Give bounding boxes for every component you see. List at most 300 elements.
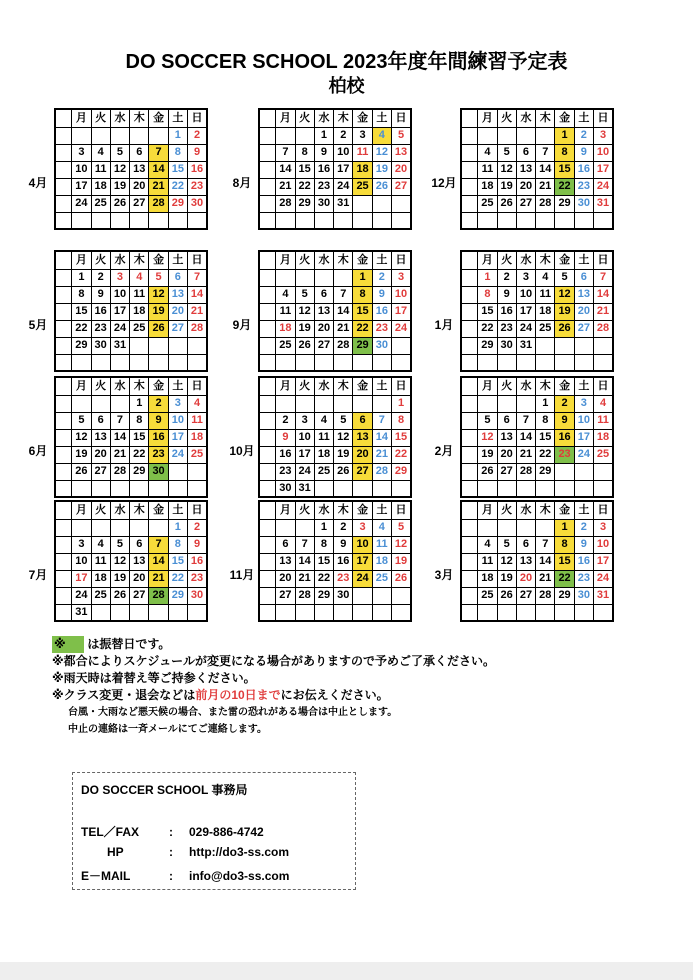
day-cell: 5 bbox=[334, 412, 353, 429]
week-lead-cell bbox=[259, 286, 276, 303]
day-cell: 21 bbox=[516, 446, 535, 463]
month-label: 8月 bbox=[232, 176, 252, 190]
day-cell: 27 bbox=[168, 320, 187, 337]
weekday-header: 土 bbox=[574, 251, 593, 269]
weekday-header-row bbox=[259, 109, 411, 127]
day-cell: 9 bbox=[555, 412, 574, 429]
week-row bbox=[259, 144, 411, 161]
day-cell: 30 bbox=[188, 195, 207, 212]
day-cell: 7 bbox=[594, 269, 613, 286]
hp-label: HP bbox=[107, 845, 124, 859]
day-cell: 4 bbox=[314, 412, 333, 429]
month-calendar bbox=[226, 376, 412, 508]
weekday-header: 日 bbox=[188, 251, 207, 269]
day-cell bbox=[574, 354, 593, 371]
day-cell: 9 bbox=[91, 286, 110, 303]
day-cell bbox=[536, 480, 555, 497]
week-lead-cell bbox=[55, 446, 72, 463]
tel-label: TEL／FAX bbox=[81, 825, 140, 839]
month-label: 7月 bbox=[28, 568, 48, 582]
day-cell: 31 bbox=[594, 587, 613, 604]
day-cell: 1 bbox=[130, 395, 149, 412]
weekday-header: 水 bbox=[516, 251, 535, 269]
day-cell bbox=[536, 127, 555, 144]
day-cell bbox=[516, 127, 535, 144]
week-row bbox=[461, 337, 613, 354]
day-cell: 20 bbox=[276, 570, 295, 587]
day-cell: 25 bbox=[91, 587, 110, 604]
day-cell bbox=[392, 195, 411, 212]
note-deadline: 前月の10日まで bbox=[195, 688, 281, 702]
day-cell bbox=[353, 604, 372, 621]
day-cell: 21 bbox=[295, 570, 314, 587]
day-cell: 27 bbox=[353, 463, 372, 480]
day-cell: 23 bbox=[574, 178, 593, 195]
week-lead-cell bbox=[55, 463, 72, 480]
day-cell: 23 bbox=[574, 570, 593, 587]
tel-colon: : bbox=[169, 825, 173, 839]
weekday-header: 月 bbox=[276, 501, 295, 519]
day-cell: 3 bbox=[295, 412, 314, 429]
day-cell: 26 bbox=[478, 463, 497, 480]
week-lead-cell bbox=[461, 553, 478, 570]
header-corner-cell bbox=[461, 251, 478, 269]
day-cell: 25 bbox=[188, 446, 207, 463]
weekday-header: 水 bbox=[314, 109, 333, 127]
weekday-header: 火 bbox=[295, 377, 314, 395]
day-cell: 3 bbox=[353, 519, 372, 536]
day-cell: 19 bbox=[555, 303, 574, 320]
weekday-header: 土 bbox=[168, 501, 187, 519]
day-cell: 25 bbox=[130, 320, 149, 337]
day-cell: 28 bbox=[536, 587, 555, 604]
day-cell: 3 bbox=[574, 395, 593, 412]
day-cell bbox=[91, 604, 110, 621]
day-cell bbox=[478, 519, 497, 536]
weekday-header: 木 bbox=[334, 377, 353, 395]
day-cell: 19 bbox=[110, 570, 129, 587]
day-cell: 18 bbox=[91, 570, 110, 587]
day-cell bbox=[536, 354, 555, 371]
week-lead-cell bbox=[461, 536, 478, 553]
day-cell bbox=[110, 604, 129, 621]
week-row bbox=[461, 412, 613, 429]
day-cell: 9 bbox=[276, 429, 295, 446]
day-cell: 13 bbox=[392, 144, 411, 161]
day-cell: 28 bbox=[295, 587, 314, 604]
day-cell: 2 bbox=[91, 269, 110, 286]
week-row bbox=[259, 303, 411, 320]
day-cell: 27 bbox=[392, 178, 411, 195]
weekday-header: 火 bbox=[497, 501, 516, 519]
day-cell: 5 bbox=[497, 536, 516, 553]
weekday-header: 木 bbox=[130, 501, 149, 519]
month-calendar bbox=[428, 250, 614, 382]
day-cell: 30 bbox=[188, 587, 207, 604]
day-cell: 7 bbox=[110, 412, 129, 429]
day-cell: 16 bbox=[497, 303, 516, 320]
week-row bbox=[55, 480, 207, 497]
day-cell bbox=[130, 337, 149, 354]
day-cell bbox=[72, 395, 91, 412]
day-cell: 22 bbox=[168, 570, 187, 587]
week-row bbox=[55, 286, 207, 303]
day-cell bbox=[314, 354, 333, 371]
day-cell: 29 bbox=[353, 337, 372, 354]
weekday-header: 水 bbox=[314, 377, 333, 395]
day-cell: 20 bbox=[91, 446, 110, 463]
week-lead-cell bbox=[461, 446, 478, 463]
day-cell: 10 bbox=[594, 536, 613, 553]
notes-section bbox=[52, 636, 495, 738]
month-label: 3月 bbox=[434, 568, 454, 582]
day-cell: 8 bbox=[295, 144, 314, 161]
day-cell: 25 bbox=[478, 587, 497, 604]
week-row bbox=[461, 127, 613, 144]
week-lead-cell bbox=[259, 212, 276, 229]
day-cell: 7 bbox=[149, 536, 168, 553]
day-cell: 27 bbox=[516, 195, 535, 212]
day-cell: 11 bbox=[372, 536, 391, 553]
week-row bbox=[461, 446, 613, 463]
day-cell: 4 bbox=[130, 269, 149, 286]
day-cell bbox=[516, 604, 535, 621]
day-cell: 27 bbox=[130, 195, 149, 212]
day-cell: 23 bbox=[497, 320, 516, 337]
day-cell: 16 bbox=[334, 553, 353, 570]
day-cell: 16 bbox=[574, 553, 593, 570]
day-cell bbox=[478, 212, 497, 229]
weekday-header: 金 bbox=[555, 377, 574, 395]
day-cell bbox=[516, 395, 535, 412]
day-cell bbox=[276, 519, 295, 536]
day-cell: 27 bbox=[276, 587, 295, 604]
weekday-header: 月 bbox=[276, 109, 295, 127]
week-row bbox=[259, 195, 411, 212]
day-cell: 8 bbox=[168, 144, 187, 161]
day-cell bbox=[478, 480, 497, 497]
day-cell: 25 bbox=[276, 337, 295, 354]
day-cell bbox=[555, 480, 574, 497]
week-lead-cell bbox=[55, 178, 72, 195]
day-cell: 11 bbox=[478, 553, 497, 570]
day-cell: 15 bbox=[353, 303, 372, 320]
day-cell bbox=[314, 480, 333, 497]
day-cell: 8 bbox=[392, 412, 411, 429]
day-cell: 14 bbox=[516, 429, 535, 446]
day-cell: 3 bbox=[72, 144, 91, 161]
day-cell: 11 bbox=[130, 286, 149, 303]
day-cell: 17 bbox=[516, 303, 535, 320]
month-label: 2月 bbox=[434, 444, 454, 458]
day-cell: 30 bbox=[574, 587, 593, 604]
hp-colon: : bbox=[169, 845, 173, 859]
day-cell: 23 bbox=[91, 320, 110, 337]
week-row bbox=[55, 269, 207, 286]
day-cell bbox=[295, 604, 314, 621]
week-lead-cell bbox=[259, 480, 276, 497]
week-lead-cell bbox=[55, 553, 72, 570]
day-cell: 15 bbox=[314, 553, 333, 570]
day-cell: 12 bbox=[372, 144, 391, 161]
day-cell bbox=[594, 337, 613, 354]
week-row bbox=[259, 536, 411, 553]
week-lead-cell bbox=[55, 536, 72, 553]
day-cell bbox=[110, 480, 129, 497]
day-cell: 1 bbox=[536, 395, 555, 412]
day-cell: 6 bbox=[497, 412, 516, 429]
day-cell: 13 bbox=[516, 553, 535, 570]
month-calendar bbox=[22, 376, 208, 508]
weekday-header: 木 bbox=[536, 251, 555, 269]
weekday-header: 木 bbox=[334, 251, 353, 269]
week-row bbox=[461, 587, 613, 604]
weekday-header: 水 bbox=[516, 109, 535, 127]
day-cell: 15 bbox=[555, 161, 574, 178]
day-cell bbox=[72, 519, 91, 536]
week-row bbox=[259, 212, 411, 229]
day-cell: 31 bbox=[72, 604, 91, 621]
week-lead-cell bbox=[55, 337, 72, 354]
day-cell: 1 bbox=[392, 395, 411, 412]
day-cell: 3 bbox=[110, 269, 129, 286]
day-cell: 18 bbox=[353, 161, 372, 178]
header-corner-cell bbox=[55, 109, 72, 127]
weekday-header: 金 bbox=[353, 251, 372, 269]
week-lead-cell bbox=[259, 587, 276, 604]
day-cell bbox=[276, 212, 295, 229]
day-cell: 9 bbox=[574, 536, 593, 553]
day-cell: 11 bbox=[91, 553, 110, 570]
legend-text: は振替日です。 bbox=[87, 637, 171, 651]
day-cell: 29 bbox=[555, 587, 574, 604]
day-cell bbox=[594, 212, 613, 229]
day-cell: 20 bbox=[130, 178, 149, 195]
day-cell: 26 bbox=[110, 587, 129, 604]
contact-hp-row bbox=[81, 845, 289, 859]
week-lead-cell bbox=[461, 212, 478, 229]
day-cell: 5 bbox=[295, 286, 314, 303]
weekday-header: 月 bbox=[72, 377, 91, 395]
day-cell: 4 bbox=[91, 536, 110, 553]
note-class-change-post: にお伝えください。 bbox=[280, 688, 389, 702]
week-lead-cell bbox=[259, 195, 276, 212]
header-corner-cell bbox=[259, 501, 276, 519]
day-cell: 9 bbox=[314, 144, 333, 161]
day-cell: 29 bbox=[478, 337, 497, 354]
weekday-header: 月 bbox=[478, 377, 497, 395]
header-corner-cell bbox=[461, 501, 478, 519]
weekday-header: 水 bbox=[314, 501, 333, 519]
day-cell bbox=[497, 212, 516, 229]
note-schedule-change: ※都合によりスケジュールが変更になる場合がありますので予めご了承ください。 bbox=[52, 654, 495, 668]
day-cell: 27 bbox=[130, 587, 149, 604]
day-cell bbox=[497, 127, 516, 144]
week-lead-cell bbox=[461, 570, 478, 587]
day-cell: 24 bbox=[594, 178, 613, 195]
week-row bbox=[259, 412, 411, 429]
day-cell: 18 bbox=[594, 429, 613, 446]
day-cell bbox=[110, 519, 129, 536]
weekday-header: 月 bbox=[72, 109, 91, 127]
day-cell bbox=[149, 519, 168, 536]
mail-colon: : bbox=[169, 869, 173, 883]
week-row bbox=[259, 519, 411, 536]
day-cell: 24 bbox=[72, 587, 91, 604]
day-cell bbox=[497, 354, 516, 371]
day-cell: 28 bbox=[372, 463, 391, 480]
day-cell bbox=[110, 212, 129, 229]
day-cell bbox=[334, 480, 353, 497]
weekday-header: 水 bbox=[110, 109, 129, 127]
month-label: 1月 bbox=[434, 318, 454, 332]
header-corner-cell bbox=[55, 501, 72, 519]
day-cell: 18 bbox=[188, 429, 207, 446]
week-row bbox=[259, 587, 411, 604]
day-cell: 19 bbox=[372, 161, 391, 178]
day-cell bbox=[91, 395, 110, 412]
day-cell: 19 bbox=[110, 178, 129, 195]
day-cell bbox=[372, 604, 391, 621]
day-cell bbox=[353, 354, 372, 371]
day-cell bbox=[594, 480, 613, 497]
month-calendar bbox=[428, 500, 614, 632]
day-cell: 4 bbox=[372, 519, 391, 536]
day-cell bbox=[188, 212, 207, 229]
weekday-header: 火 bbox=[295, 109, 314, 127]
day-cell bbox=[392, 604, 411, 621]
day-cell: 21 bbox=[536, 570, 555, 587]
week-lead-cell bbox=[55, 429, 72, 446]
month-table bbox=[258, 376, 412, 498]
day-cell: 13 bbox=[130, 161, 149, 178]
day-cell: 23 bbox=[149, 446, 168, 463]
day-cell: 5 bbox=[555, 269, 574, 286]
day-cell: 16 bbox=[149, 429, 168, 446]
week-row bbox=[55, 354, 207, 371]
day-cell bbox=[334, 604, 353, 621]
weekday-header-row bbox=[259, 501, 411, 519]
header-corner-cell bbox=[55, 251, 72, 269]
day-cell: 17 bbox=[353, 553, 372, 570]
day-cell bbox=[314, 212, 333, 229]
day-cell: 12 bbox=[149, 286, 168, 303]
week-lead-cell bbox=[461, 286, 478, 303]
weekday-header: 火 bbox=[295, 501, 314, 519]
day-cell: 7 bbox=[516, 412, 535, 429]
weekday-header: 月 bbox=[276, 251, 295, 269]
day-cell bbox=[372, 212, 391, 229]
day-cell: 31 bbox=[295, 480, 314, 497]
week-lead-cell bbox=[461, 337, 478, 354]
day-cell: 17 bbox=[594, 161, 613, 178]
day-cell bbox=[188, 337, 207, 354]
mail-link[interactable]: info@do3-ss.com bbox=[189, 869, 290, 883]
day-cell bbox=[594, 604, 613, 621]
week-lead-cell bbox=[259, 536, 276, 553]
day-cell: 12 bbox=[497, 161, 516, 178]
week-lead-cell bbox=[259, 553, 276, 570]
day-cell: 30 bbox=[574, 195, 593, 212]
day-cell bbox=[392, 337, 411, 354]
week-row bbox=[55, 144, 207, 161]
day-cell: 5 bbox=[392, 519, 411, 536]
header-corner-cell bbox=[461, 377, 478, 395]
day-cell: 14 bbox=[188, 286, 207, 303]
day-cell: 1 bbox=[314, 127, 333, 144]
week-lead-cell bbox=[55, 212, 72, 229]
day-cell: 7 bbox=[276, 144, 295, 161]
week-row bbox=[55, 337, 207, 354]
day-cell: 22 bbox=[314, 570, 333, 587]
day-cell: 1 bbox=[168, 127, 187, 144]
header-corner-cell bbox=[259, 251, 276, 269]
day-cell: 2 bbox=[497, 269, 516, 286]
week-lead-cell bbox=[461, 604, 478, 621]
weekday-header: 水 bbox=[516, 377, 535, 395]
note-cancel-mail: 中止の連絡は一斉メールにてご連絡します。 bbox=[68, 724, 267, 735]
month-calendar bbox=[22, 108, 208, 240]
day-cell bbox=[276, 127, 295, 144]
day-cell: 15 bbox=[536, 429, 555, 446]
day-cell bbox=[149, 604, 168, 621]
day-cell: 14 bbox=[149, 161, 168, 178]
day-cell: 6 bbox=[130, 536, 149, 553]
week-row bbox=[461, 178, 613, 195]
day-cell: 8 bbox=[353, 286, 372, 303]
note-weather: 台風・大雨など悪天候の場合、また雷の恐れがある場合は中止とします。 bbox=[68, 707, 398, 718]
weekday-header: 金 bbox=[555, 501, 574, 519]
day-cell: 19 bbox=[478, 446, 497, 463]
day-cell bbox=[276, 604, 295, 621]
day-cell bbox=[168, 463, 187, 480]
day-cell bbox=[353, 195, 372, 212]
weekday-header: 木 bbox=[130, 109, 149, 127]
weekday-header: 土 bbox=[574, 109, 593, 127]
day-cell: 8 bbox=[555, 536, 574, 553]
day-cell: 17 bbox=[574, 429, 593, 446]
day-cell: 21 bbox=[536, 178, 555, 195]
weekday-header: 月 bbox=[478, 251, 497, 269]
weekday-header-row bbox=[461, 501, 613, 519]
day-cell: 19 bbox=[392, 553, 411, 570]
week-row bbox=[461, 303, 613, 320]
weekday-header: 水 bbox=[110, 501, 129, 519]
weekday-header: 水 bbox=[110, 377, 129, 395]
day-cell bbox=[334, 269, 353, 286]
day-cell: 8 bbox=[72, 286, 91, 303]
day-cell: 25 bbox=[91, 195, 110, 212]
week-lead-cell bbox=[55, 354, 72, 371]
day-cell: 25 bbox=[478, 195, 497, 212]
day-cell: 14 bbox=[372, 429, 391, 446]
week-lead-cell bbox=[55, 195, 72, 212]
day-cell bbox=[168, 354, 187, 371]
week-row bbox=[461, 269, 613, 286]
day-cell bbox=[334, 354, 353, 371]
weekday-header: 日 bbox=[594, 501, 613, 519]
week-row bbox=[259, 429, 411, 446]
week-row bbox=[55, 463, 207, 480]
day-cell: 29 bbox=[168, 195, 187, 212]
day-cell: 25 bbox=[536, 320, 555, 337]
hp-link[interactable]: http://do3-ss.com bbox=[189, 845, 290, 859]
week-lead-cell bbox=[55, 144, 72, 161]
day-cell: 26 bbox=[497, 587, 516, 604]
week-row bbox=[259, 604, 411, 621]
week-row bbox=[259, 127, 411, 144]
day-cell bbox=[353, 395, 372, 412]
